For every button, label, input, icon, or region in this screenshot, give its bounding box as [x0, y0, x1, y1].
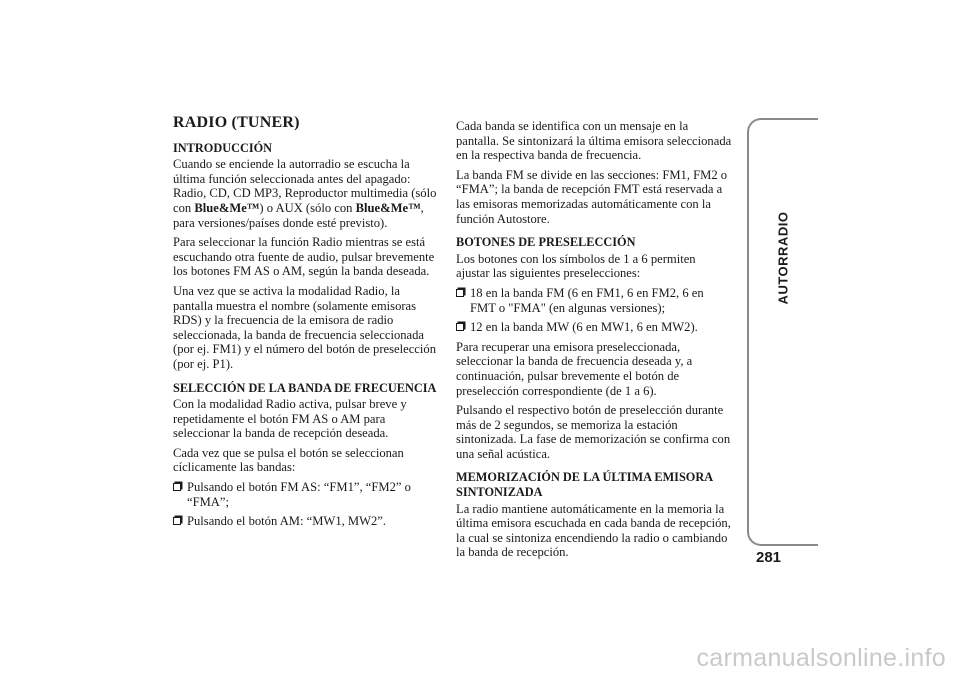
text-run: Cuando se enciende la autorradio se escucha la última función seleccionada antes del apagado: Radio, CD, CD MP3, Reproductor multimedia (sólo con [173, 157, 437, 215]
side-tab [747, 118, 818, 546]
side-tab-label: AUTORRADIO [775, 211, 791, 305]
section-memorizacion [456, 470, 732, 560]
list-item [456, 320, 732, 335]
section-heading-introduccion: INTRODUCCIÓN [173, 140, 273, 155]
paragraph: Cada vez que se pulsa el botón se seleccionan cíclicamente las bandas: [173, 445, 404, 475]
paragraph [173, 157, 441, 230]
section-heading-seleccion: SELECCIÓN DE LA BANDA DE FRECUENCIA [173, 380, 437, 395]
list-item-text: Pulsando el botón FM AS: “FM1”, “FM2” o “FMA”; [187, 480, 411, 509]
paragraph: Una vez que se activa la modalidad Radio, la pantalla muestra el nombre (solamente emisoras RDS) y la frecuencia de la emisora de radio seleccionada, la banda de frecuencia seleccionada (por ej. FM1) y el número del botón de preselección (por ej. P1). [173, 283, 436, 371]
text-run: , para versiones/países donde esté previsto). [173, 200, 424, 230]
bold-text: Blue&Me™ [355, 200, 421, 215]
right-column [456, 119, 732, 565]
paragraph: Para seleccionar la función Radio mientras se está escuchando otra fuente de audio, pulsar brevemente los botones FM AS o AM, según la banda deseada. [173, 235, 435, 279]
checkbox-bullet-icon [456, 289, 464, 297]
section-heading-botones: BOTONES DE PRESELECCIÓN [456, 235, 636, 250]
paragraph: La banda FM se divide en las secciones: FM1, FM2 o “FMA”; la banda de recepción FMT está reservada a las emisoras memorizadas automáticamente con la función Autostore. [456, 167, 728, 226]
text-run: ) o AUX (sólo con [259, 200, 356, 215]
section-heading-memorizacion: MEMORIZACIÓN DE LA ÚLTIMA EMISORA SINTONIZADA [456, 470, 713, 500]
list-item [173, 514, 441, 529]
list-item [173, 480, 441, 509]
list-item-text: 12 en la banda MW (6 en MW1, 6 en MW2). [470, 320, 698, 335]
page-number: 281 [756, 549, 782, 566]
checkbox-bullet-icon [173, 517, 181, 525]
paragraph: Cada banda se identifica con un mensaje en la pantalla. Se sintonizará la última emisora seleccionada en la respectiva banda de frecuencia. [456, 119, 732, 163]
checkbox-bullet-icon [456, 323, 464, 331]
list-item [456, 286, 732, 315]
paragraph: Para recuperar una emisora preseleccionada, seleccionar la banda de frecuencia deseada y, a continuación, pulsar brevemente el botón de preselección correspondiente (de 1 a 6). [456, 339, 693, 398]
paragraph: La radio mantiene automáticamente en la memoria la última emisora escuchada en cada banda de recepción, la cual se sintoniza encendiendo la radio o cambiando la banda de recepción. [456, 501, 731, 560]
checkbox-bullet-icon [173, 483, 181, 491]
section-seleccion [173, 381, 441, 529]
bold-text: Blue&Me™ [194, 200, 260, 215]
paragraph: Pulsando el respectivo botón de preselección durante más de 2 segundos, se memoriza la estación sintonizada. La fase de memorización se confirma con una señal acústica. [456, 403, 731, 461]
list-item-text: Pulsando el botón AM: “MW1, MW2”. [187, 514, 387, 529]
watermark: carmanualsonline.info [696, 644, 946, 672]
list-item-text: 18 en la banda FM (6 en FM1, 6 en FM2, 6 en FMT o "FMA" (en algunas versiones); [470, 285, 704, 315]
section-botones [456, 235, 732, 461]
page-title: RADIO (TUNER) [173, 114, 300, 131]
paragraph: Los botones con los símbolos de 1 a 6 permiten ajustar las siguientes preselecciones: [456, 251, 696, 281]
left-column [173, 116, 441, 534]
paragraph: Con la modalidad Radio activa, pulsar breve y repetidamente el botón FM AS o AM para seleccionar la banda de recepción deseada. [173, 397, 407, 441]
